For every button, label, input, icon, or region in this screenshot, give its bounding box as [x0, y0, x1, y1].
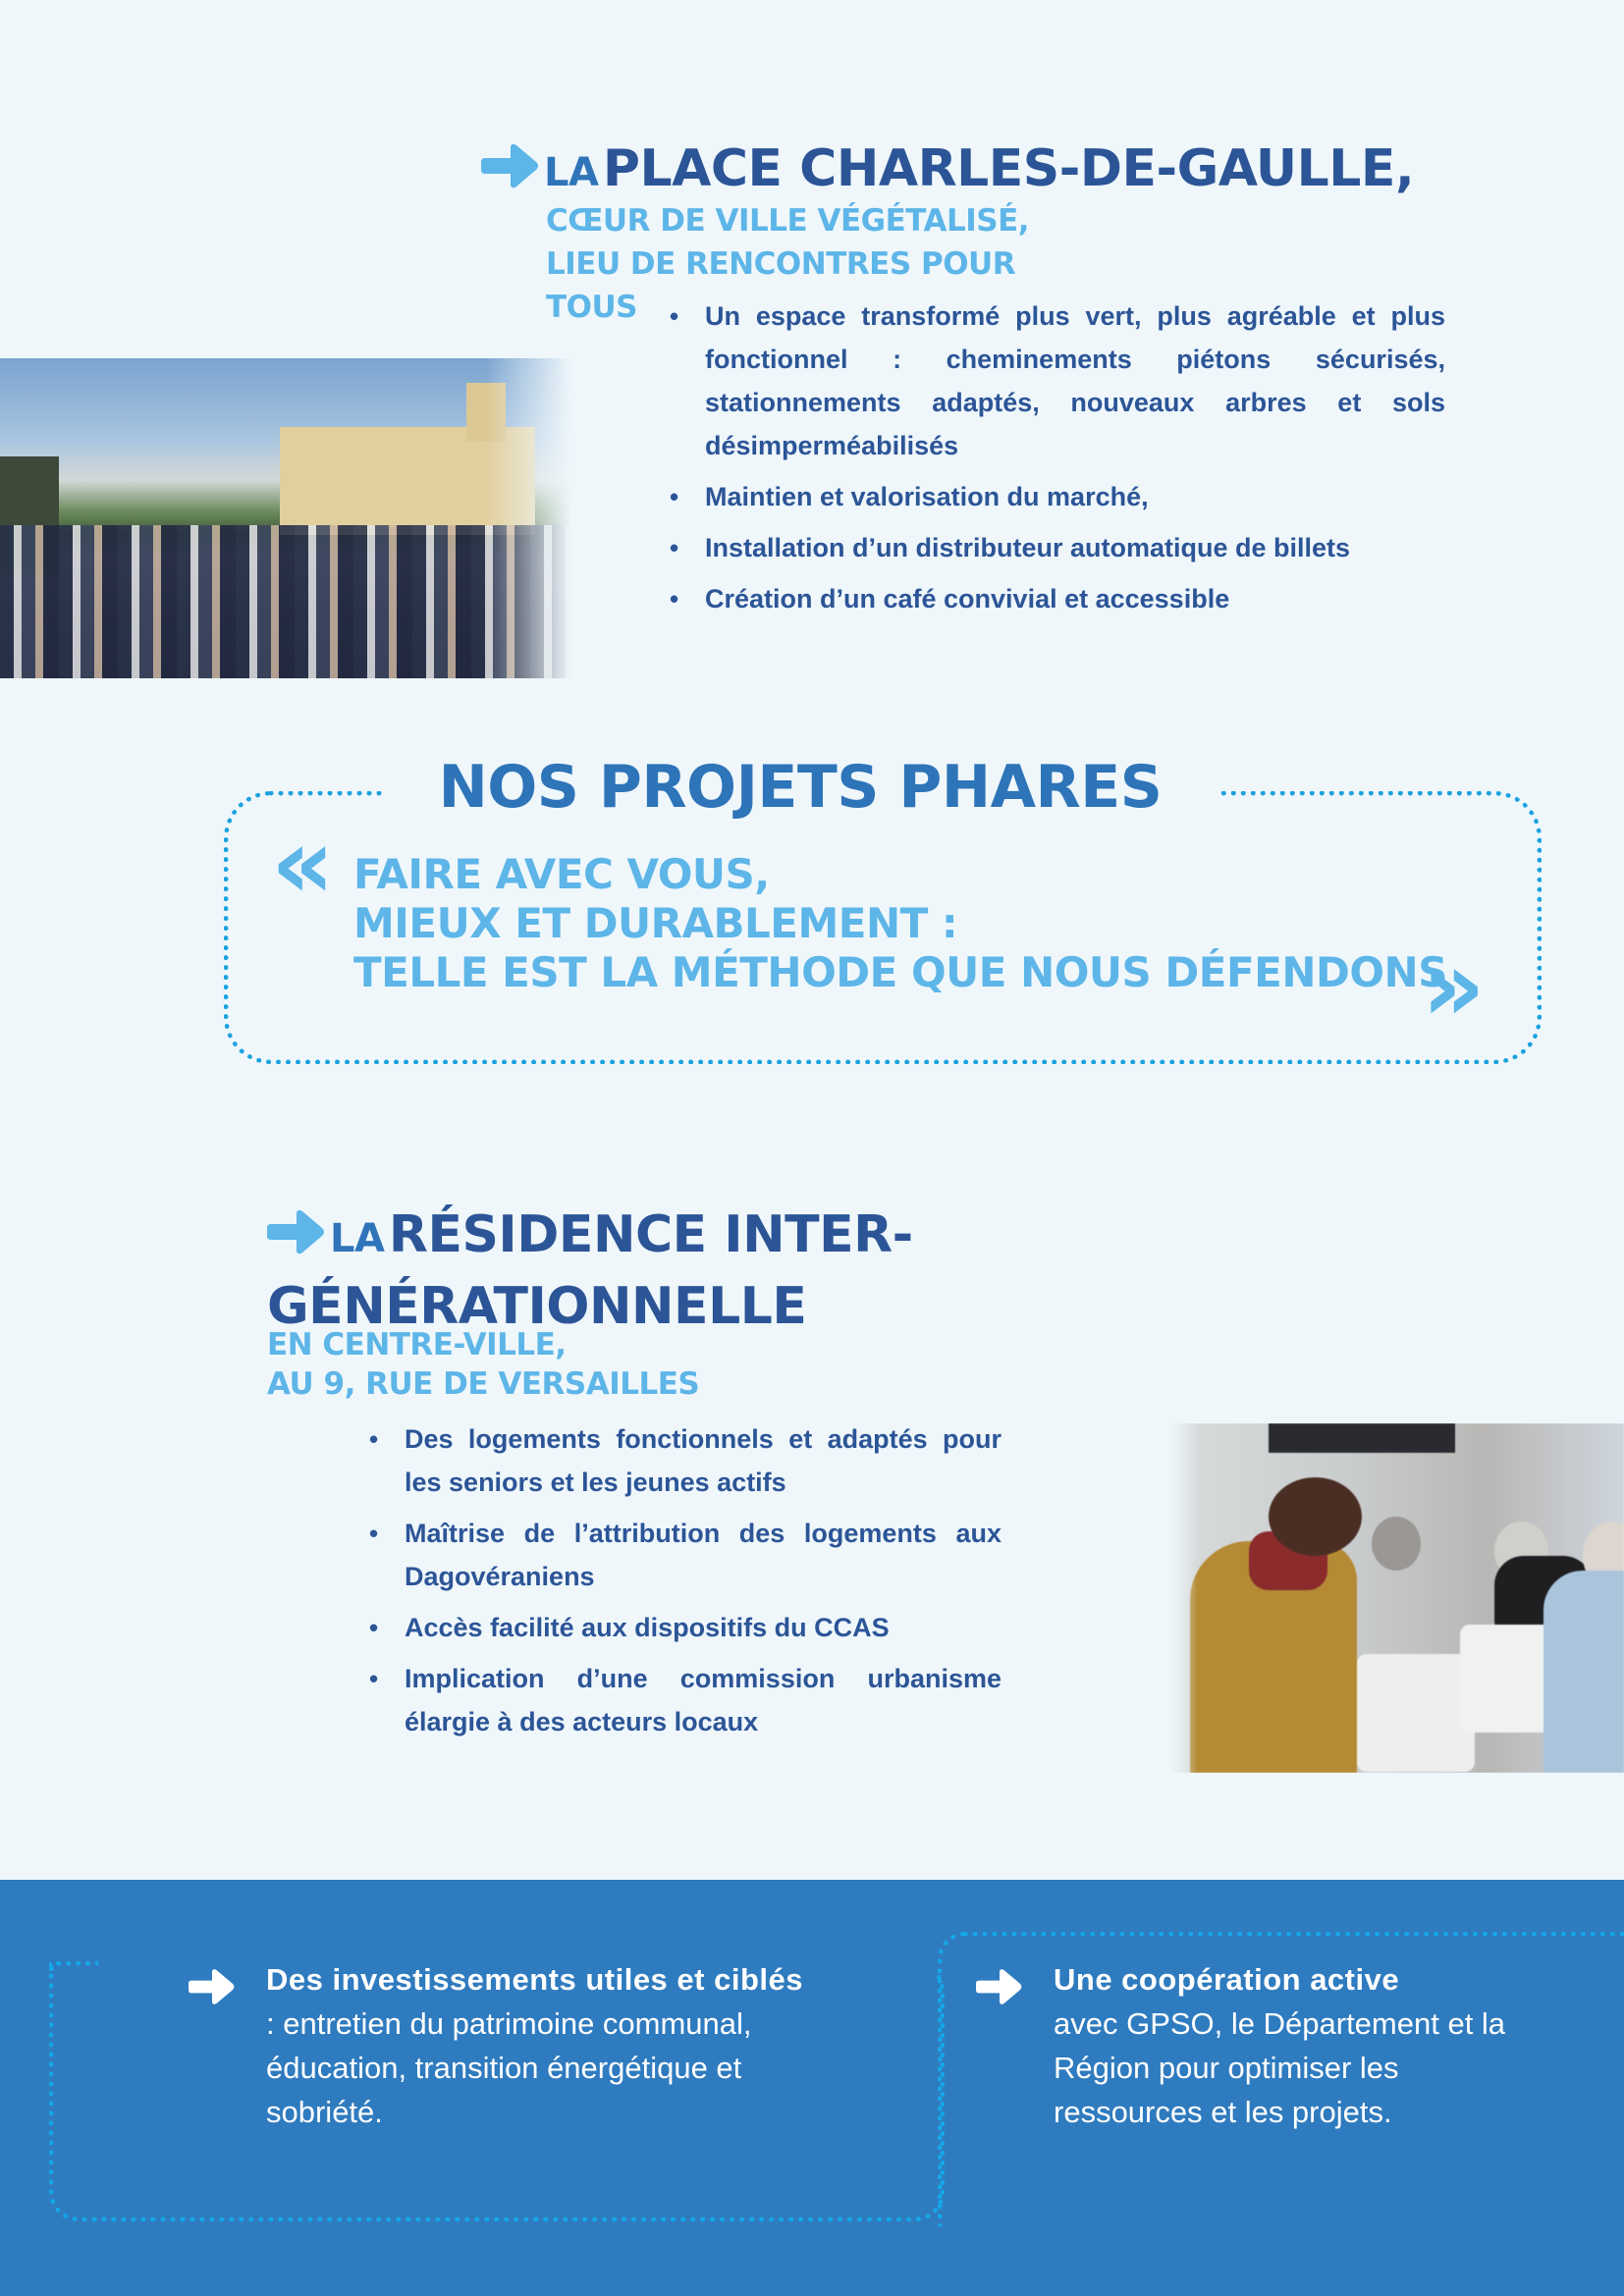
residence-bullet-list [367, 1417, 1001, 1751]
place-photo [0, 358, 571, 678]
title-main: PLACE CHARLES-DE-GAULLE, [602, 139, 1415, 198]
quote-line: TELLE EST LA MÉTHODE QUE NOUS DÉFENDONS [353, 948, 1447, 996]
dotted-frame-left-corner [49, 1961, 98, 1971]
list-item: • Implication d’une commission urbanisme élargie à des acteurs locaux [367, 1657, 1001, 1743]
place-section-title [481, 139, 1414, 198]
list-item: • Installation d’un distributeur automatique de billets [668, 526, 1445, 569]
title-prefix: LA [544, 150, 599, 195]
residence-subtitle [267, 1325, 699, 1404]
arrow-right-icon [189, 1965, 236, 2008]
list-item: • Accès facilité aux dispositifs du CCAS [367, 1606, 1001, 1649]
tv-screen [1269, 1423, 1455, 1453]
subtitle-line: AU 9, RUE DE VERSAILLES [267, 1366, 700, 1402]
list-item: • Maintien et valorisation du marché, [668, 475, 1445, 518]
chair [1357, 1654, 1475, 1772]
cooperation-heading: Une coopération active [1054, 1962, 1400, 1997]
cooperation-text [1054, 1957, 1525, 2134]
title-prefix: LA [330, 1216, 385, 1261]
investments-text [266, 1957, 816, 2134]
crowd [0, 525, 571, 678]
investments-heading: Des investissements utiles et ciblés [266, 1962, 803, 1997]
arrow-right-icon [976, 1965, 1023, 2008]
arrow-right-icon [267, 1206, 326, 1257]
subtitle-line: TOUS [546, 290, 637, 325]
subtitle-line: CŒUR DE VILLE VÉGÉTALISÉ, [546, 203, 1030, 239]
place-bullet-list [668, 294, 1445, 628]
title-line-2: GÉNÉRATIONNELLE [267, 1277, 807, 1336]
list-item: • Des logements fonctionnels et adaptés pour les seniors et les jeunes actifs [367, 1417, 1001, 1504]
list-item: • Un espace transformé plus vert, plus agréable et plus fonctionnel : cheminements piétons sécurisés, stationnements adaptés, nouveaux arbres et sols désimperméabilisés [668, 294, 1445, 467]
hair [1269, 1477, 1362, 1556]
open-quote-icon: « [271, 806, 335, 921]
person [1543, 1571, 1624, 1773]
title-line-1: RÉSIDENCE INTER- [388, 1205, 913, 1264]
close-quote-icon: » [1422, 929, 1486, 1043]
projects-heading: NOS PROJETS PHARES [383, 750, 1218, 825]
subtitle-line: LIEU DE RENCONTRES POUR [546, 246, 1016, 282]
person [1372, 1517, 1421, 1571]
cooperation-body: avec GPSO, le Département et la Région pour optimiser les ressources et les projets. [1054, 2006, 1506, 2129]
quote-line: FAIRE AVEC VOUS, [353, 850, 770, 898]
list-item: • Maîtrise de l’attribution des logements aux Dagovéraniens [367, 1512, 1001, 1598]
quote-text [353, 850, 1447, 997]
residence-photo [1170, 1423, 1624, 1773]
church-tower [466, 383, 506, 442]
subtitle-line: EN CENTRE-VILLE, [267, 1327, 567, 1362]
quote-line: MIEUX ET DURABLEMENT : [353, 899, 958, 947]
investments-body: : entretien du patrimoine communal, éducation, transition énergétique et sobriété. [266, 2006, 752, 2129]
church-building [280, 427, 535, 535]
residence-section-title [267, 1205, 913, 1336]
arrow-right-icon [481, 140, 540, 191]
list-item: • Création d’un café convivial et accessible [668, 577, 1445, 620]
